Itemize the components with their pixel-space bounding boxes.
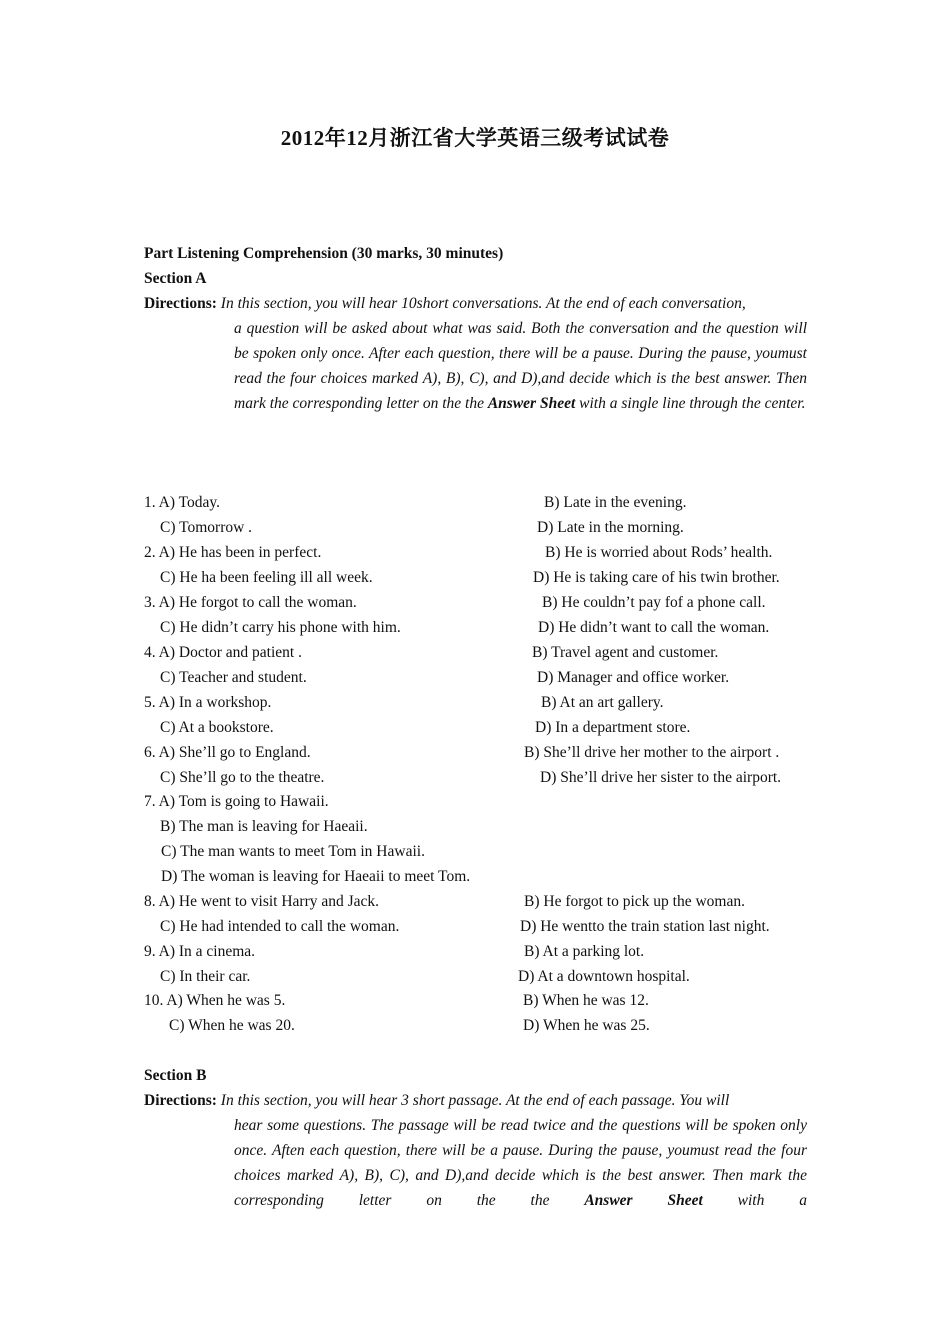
directions-label: Directions: bbox=[144, 295, 217, 312]
q9-option-b: B) At a parking lot. bbox=[524, 943, 645, 960]
q6-option-a: 6. A) She’ll go to England. bbox=[144, 744, 311, 761]
q6-option-b: B) She’ll drive her mother to the airport . bbox=[524, 744, 780, 761]
directions-tail: with a bbox=[702, 1192, 807, 1209]
q7-option-c: C) The man wants to meet Tom in Hawaii. bbox=[161, 843, 425, 860]
directions-label: Directions: bbox=[144, 1092, 217, 1109]
q10-option-d: D) When he was 25. bbox=[523, 1017, 650, 1034]
q1-option-d: D) Late in the morning. bbox=[537, 519, 684, 536]
q10-option-c: C) When he was 20. bbox=[169, 1017, 295, 1034]
q3-option-d: D) He didn’t want to call the woman. bbox=[538, 619, 770, 636]
q7-option-b: B) The man is leaving for Haeaii. bbox=[160, 818, 368, 835]
q10-option-b: B) When he was 12. bbox=[523, 992, 649, 1009]
q9-option-c: C) In their car. bbox=[160, 968, 251, 985]
answer-sheet-term: Answer Sheet bbox=[487, 395, 576, 412]
q4-option-c: C) Teacher and student. bbox=[160, 669, 307, 686]
q4-option-a: 4. A) Doctor and patient . bbox=[144, 644, 302, 661]
part-heading: Part Listening Comprehension (30 marks, 30 minutes) bbox=[144, 245, 504, 262]
page-title: 2012年12月浙江省大学英语三级考试试卷 bbox=[280, 126, 670, 150]
q8-option-c: C) He had intended to call the woman. bbox=[160, 918, 400, 935]
q7-option-a: 7. A) Tom is going to Hawaii. bbox=[144, 793, 329, 810]
directions-tail: with a single line through the center. bbox=[575, 395, 806, 412]
section-b-heading: Section B bbox=[144, 1067, 207, 1084]
q1-option-a: 1. A) Today. bbox=[144, 494, 220, 511]
q5-option-a: 5. A) In a workshop. bbox=[144, 694, 272, 711]
q2-option-c: C) He ha been feeling ill all week. bbox=[160, 569, 373, 586]
q5-option-d: D) In a department store. bbox=[535, 719, 691, 736]
q4-option-d: D) Manager and office worker. bbox=[537, 669, 730, 686]
directions-body: hear some questions. The passage will be read twice and the questions will be spoken only once. Aften each question, there will be a pause. During the pause, youmust read the four choices marked A), B), C), and D),and decide which is the best answer. Then mark the corresponding letter on the the bbox=[234, 1117, 807, 1209]
q8-option-d: D) He wentto the train station last night. bbox=[520, 918, 770, 935]
q3-option-b: B) He couldn’t pay fof a phone call. bbox=[542, 594, 766, 611]
q5-option-c: C) At a bookstore. bbox=[160, 719, 274, 736]
q8-option-b: B) He forgot to pick up the woman. bbox=[524, 893, 745, 910]
q9-option-a: 9. A) In a cinema. bbox=[144, 943, 256, 960]
q3-option-a: 3. A) He forgot to call the woman. bbox=[144, 594, 357, 611]
q2-option-d: D) He is taking care of his twin brother. bbox=[533, 569, 780, 586]
q1-option-c: C) Tomorrow . bbox=[160, 519, 253, 536]
section-b-directions bbox=[144, 1088, 807, 1213]
directions-first-line: In this section, you will hear 10short conversations. At the end of each conversation, bbox=[220, 295, 746, 312]
q2-option-b: B) He is worried about Rods’ health. bbox=[545, 544, 773, 561]
q2-option-a: 2. A) He has been in perfect. bbox=[144, 544, 322, 561]
section-a-heading: Section A bbox=[144, 270, 207, 287]
q6-option-d: D) She’ll drive her sister to the airport. bbox=[540, 769, 782, 786]
q8-option-a: 8. A) He went to visit Harry and Jack. bbox=[144, 893, 380, 910]
q7-option-d: D) The woman is leaving for Haeaii to meet Tom. bbox=[161, 868, 471, 885]
answer-sheet-term: Answer Sheet bbox=[584, 1192, 703, 1209]
q3-option-c: C) He didn’t carry his phone with him. bbox=[160, 619, 401, 636]
q1-option-b: B) Late in the evening. bbox=[544, 494, 687, 511]
q5-option-b: B) At an art gallery. bbox=[541, 694, 664, 711]
q4-option-b: B) Travel agent and customer. bbox=[532, 644, 719, 661]
q10-option-a: 10. A) When he was 5. bbox=[144, 992, 286, 1009]
q9-option-d: D) At a downtown hospital. bbox=[518, 968, 690, 985]
q6-option-c: C) She’ll go to the theatre. bbox=[160, 769, 325, 786]
section-a-directions bbox=[144, 291, 807, 416]
directions-first-line: In this section, you will hear 3 short passage. At the end of each passage. You will bbox=[220, 1092, 730, 1109]
directions-body: a question will be asked about what was said. Both the conversation and the question will be spoken only once. After each question, there will be a pause. During the pause, youmust read the four choices marked A), B), C), and D),and decide which is the best answer. Then mark the corresponding letter on the the bbox=[234, 320, 807, 412]
